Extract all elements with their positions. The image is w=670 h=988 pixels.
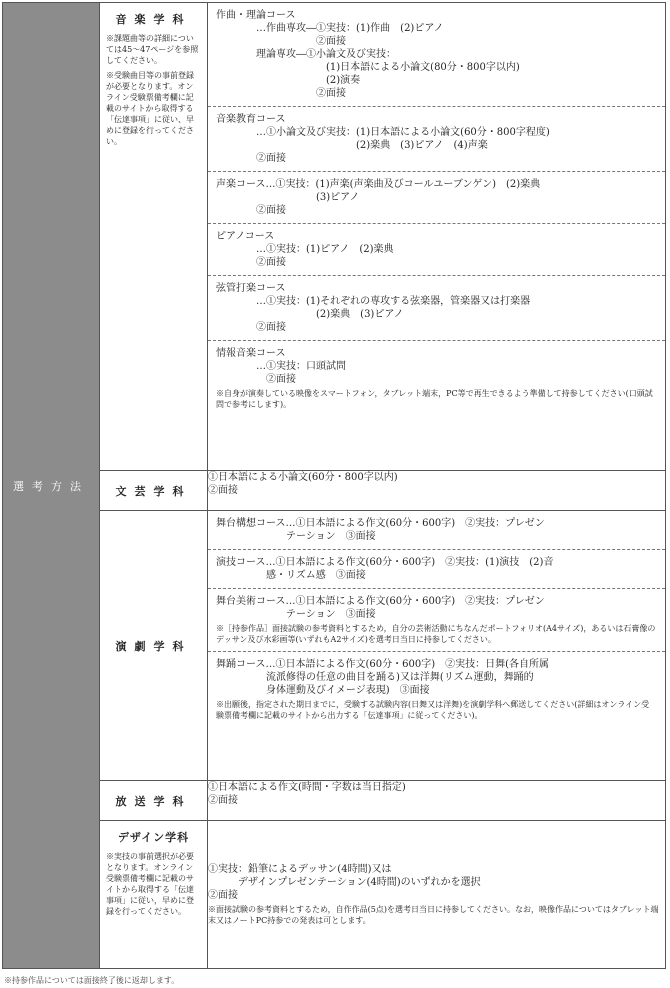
course-line: ②面接 xyxy=(216,257,286,268)
section-label: 選考方法 xyxy=(3,3,100,969)
content-line: ②面接 xyxy=(208,485,238,496)
course-composition xyxy=(208,3,665,107)
course-note: ※自身が演奏している映像をスマートフォン，タブレット端末，PC等で再生できるよう準備して持参してください(口頭試問で参考にします)。 xyxy=(216,389,653,409)
course-line: …①小論文及び実技：(1)日本語による小論文(60分・800字程度) xyxy=(216,127,550,138)
course-line: …作曲専攻―①実技：(1)作曲 (2)ピアノ xyxy=(216,23,444,34)
course-piano xyxy=(208,224,665,276)
course-line: (3)ピアノ xyxy=(216,192,360,203)
course-note: ※［持参作品］面接試験の参考資料とするため，自分の芸術活動にちなんだポートフォリオ(A4サイズ)，あるいは石膏像のデッサン及び水彩画等(いずれもA2サイズ)を選考日当日に持参してください。 xyxy=(216,624,656,644)
literature-dept-cell xyxy=(100,471,208,511)
broadcast-dept-name: 放送学科 xyxy=(115,794,192,808)
drama-courses xyxy=(208,511,666,781)
course-line: 感・リズム感 ③面接 xyxy=(216,570,366,581)
course-line: ②面接 xyxy=(216,322,286,333)
course-line: (2)演奏 xyxy=(216,75,361,86)
course-line: テーション ③面接 xyxy=(216,531,376,542)
music-courses xyxy=(208,3,666,471)
course-line: 舞踊コース…①日本語による作文(60分・600字) ②実技：日舞(各自所属 xyxy=(216,659,550,670)
course-line: ②面接 xyxy=(216,205,286,216)
course-line: ピアノコース xyxy=(216,231,275,242)
course-line: 演技コース…①日本語による作文(60分・600字) ②実技：(1)演技 (2)音 xyxy=(216,557,554,568)
course-information-music xyxy=(208,341,665,416)
content-line: ①日本語による作文(時間・字数は当日指定) xyxy=(208,782,406,793)
footer-note: ※持参作品については面接終了後に返却します。 xyxy=(4,976,180,985)
course-line: ②面接 xyxy=(216,153,286,164)
course-line: 舞台美術コース…①日本語による作文(60分・600字) ②実技：プレゼン xyxy=(216,596,545,607)
course-line: 音楽教育コース xyxy=(216,114,286,125)
course-line: 情報音楽コース xyxy=(216,348,286,359)
course-line: 身体運動及びイメージ表現) ③面接 xyxy=(216,685,430,696)
course-line: 流派修得の任意の曲目を踊る)又は洋舞(リズム運動，舞踊的 xyxy=(216,672,534,683)
course-line: 作曲・理論コース xyxy=(216,10,296,21)
design-dept-cell xyxy=(100,821,208,969)
content-line: デザインプレゼンテーション(4時間)のいずれかを選択 xyxy=(208,877,481,888)
content-line: ①日本語による小論文(60分・800字以内) xyxy=(208,472,398,483)
course-stage-art xyxy=(208,589,665,652)
broadcast-content xyxy=(208,781,666,821)
music-dept-cell xyxy=(100,3,208,471)
music-note-2: ※受験曲目等の事前登録が必要となります。オンライン受験票備考欄に記載のサイトから取得する「伝達事項」に従い、早めに登録を行ってください。 xyxy=(106,71,194,146)
content-line: ②面接 xyxy=(208,890,238,901)
course-strings-winds-percussion xyxy=(208,276,665,341)
course-line: …①実技：口頭試問 xyxy=(216,361,346,372)
selection-method-table xyxy=(2,2,666,969)
course-line: 理論専攻―①小論文及び実技： xyxy=(216,49,396,60)
course-note: ※出願後，指定された期日までに，受験する試験内容(日舞又は洋舞)を演劇学科へ郵送してください(詳細はオンライン受験票備考欄に記載のサイトから出力する「伝達事項」に従ってください)。 xyxy=(216,700,650,720)
music-note-1: ※課題曲等の詳細については45～47ページを参照してください。 xyxy=(106,34,199,65)
literature-content xyxy=(208,471,666,511)
course-line: (2)楽典 (3)ピアノ (4)声楽 xyxy=(216,140,488,151)
course-music-education xyxy=(208,107,665,172)
design-dept-note: ※実技の事前選択が必要となります。オンライン受験票備考欄に記載のサイトから取得する「伝達事項」に従い，早めに登録を行ってください。 xyxy=(106,852,194,916)
drama-dept-cell xyxy=(100,511,208,781)
course-line: ②面接 xyxy=(216,36,346,47)
course-dance xyxy=(208,652,665,727)
course-line: (1)日本語による小論文(80分・800字以内) xyxy=(216,62,520,73)
design-note: ※面接試験の参考資料とするため，自作作品(5点)を選考日当日に持参してください。なお，映像作品についてはタブレット端末又はノートPC持参での発表は可とします。 xyxy=(208,905,659,925)
course-line: 弦管打楽コース xyxy=(216,283,286,294)
course-line: 声楽コース…①実技：(1)声楽(声楽曲及びコールユーブンゲン) (2)楽典 xyxy=(216,179,541,190)
course-vocal xyxy=(208,172,665,224)
course-line: …①実技：(1)ピアノ (2)楽典 xyxy=(216,244,394,255)
literature-dept-name: 文芸学科 xyxy=(115,484,192,498)
design-content xyxy=(208,821,666,969)
broadcast-dept-cell xyxy=(100,781,208,821)
course-acting xyxy=(208,550,665,589)
course-line: ②面接 xyxy=(216,374,296,385)
course-line: ②面接 xyxy=(216,88,346,99)
course-line: (2)楽典 (3)ピアノ xyxy=(216,309,404,320)
course-line: テーション ③面接 xyxy=(216,609,376,620)
design-dept-name: デザイン学科 xyxy=(117,831,190,844)
drama-dept-name: 演劇学科 xyxy=(115,639,192,653)
course-stage-planning xyxy=(208,511,665,550)
course-line: 舞台構想コース…①日本語による作文(60分・600字) ②実技：プレゼン xyxy=(216,518,545,529)
course-line: …①実技：(1)それぞれの専攻する弦楽器，管楽器又は打楽器 xyxy=(216,296,531,307)
music-dept-name: 音楽学科 xyxy=(115,13,192,26)
content-line: ②面接 xyxy=(208,795,238,806)
content-line: ①実技：鉛筆によるデッサン(4時間)又は xyxy=(208,864,392,875)
